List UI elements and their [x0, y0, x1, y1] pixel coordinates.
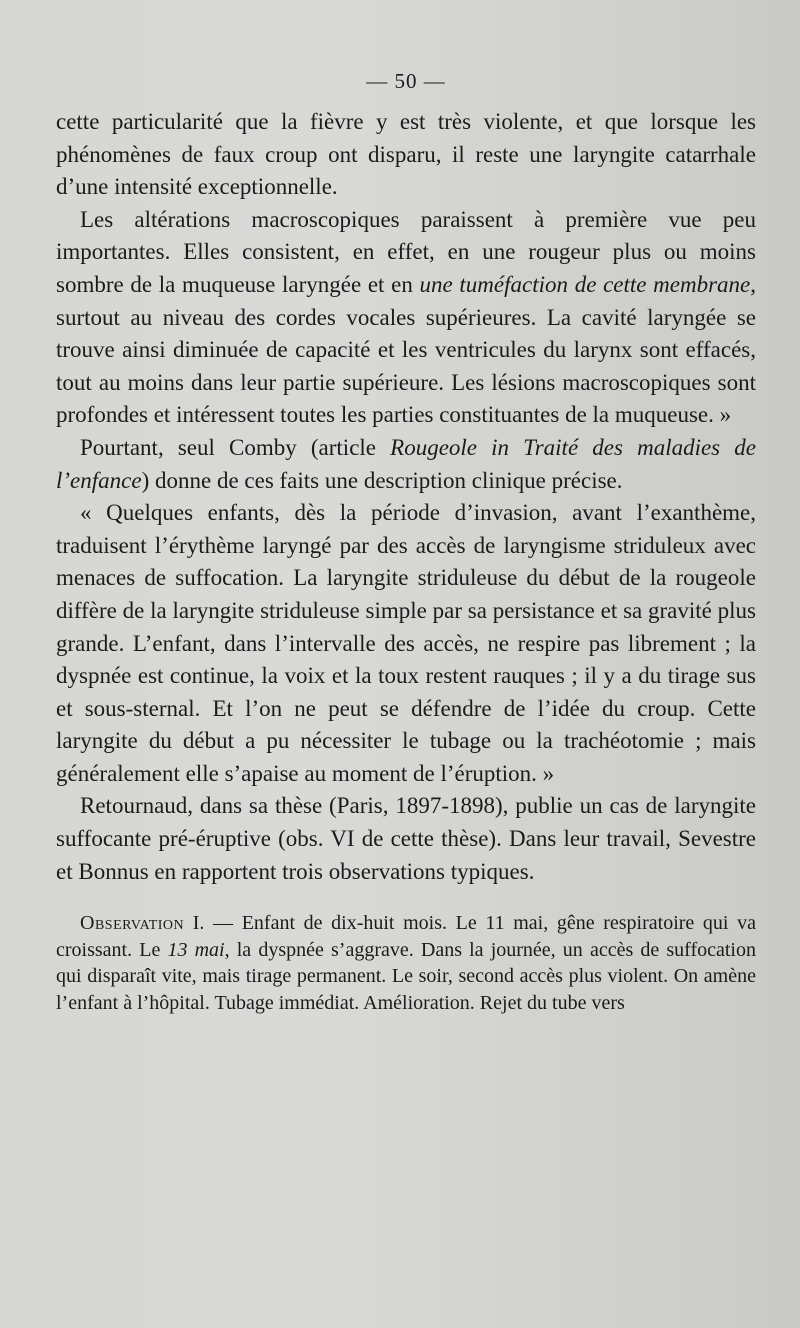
italic-run: 13 mai [167, 938, 225, 961]
text-run: Les altérations macroscopiques paraissent à première vue peu importantes. Elles consistent, en effet, en une rougeur plus ou moins sombre de la muqueuse laryngée et en [56, 206, 756, 297]
text-run: cette particularité que la fièvre y est très violente, et que lorsque les phénomènes de faux croup ont disparu, il reste une laryngite catarrhale d’une intensité exceptionnelle. [56, 109, 756, 200]
italic-run: une tuméfaction de cette membrane [419, 271, 751, 297]
page-number: — 50 — [366, 69, 446, 93]
observation-label: Observation [80, 912, 185, 935]
text-run: Retournaud, dans sa thèse (Paris, 1897-1898), publie un cas de laryngite suffocante pré-éruptive (obs. VI de cette thèse). Dans leur travail, Sevestre et Bonnus en rapportent trois observations typiques. [56, 793, 756, 884]
paragraph [56, 204, 756, 432]
italic-run: Rougeole in Traité des maladies de l’enfance [56, 434, 756, 493]
text-run: ) donne de ces faits une description clinique précise. [141, 467, 623, 493]
paragraph [56, 106, 756, 204]
text-run: Pourtant, seul Comby (article [80, 434, 391, 460]
text-run: « Quelques enfants, dès la période d’invasion, avant l’exanthème, traduisent l’érythème laryngé par des accès de laryngisme striduleux avec menaces de suffocation. La laryngite striduleuse du début de la rougeole diffère de la laryngite striduleuse simple par sa persistance et sa gravité plus grande. L’enfant, dans l’intervalle des accès, ne respire pas librement ; la dyspnée est continue, la voix et la toux restent rauques ; il y a du tirage sus et sous-sternal. Et l’on ne peut se défendre de l’idée du croup. Cette laryngite du début a pu nécessiter le tubage ou la trachéotomie ; mais généralement elle s’apaise au moment de l’éruption. » [56, 500, 756, 786]
quotation-paragraph [56, 497, 756, 790]
main-text [56, 106, 756, 888]
text-run: I. — Enfant de dix-huit mois. Le 11 mai, gêne respiratoire qui va croissant. Le [56, 912, 756, 961]
text-run: , surtout au niveau des cordes vocales supérieures. La cavité laryngée se trouve ainsi diminuée de capacité et les ventricules du larynx sont effacés, tout au moins dans leur partie supérieure. Les lésions macroscopiques sont profondes et intéressent toutes les parties constituantes de la muqueuse. » [56, 271, 757, 428]
observation-paragraph [56, 910, 756, 1016]
observation-note [56, 910, 756, 1016]
paragraph [56, 790, 756, 888]
text-run: , la dyspnée s’aggrave. Dans la journée, un accès de suffocation qui disparaît vite, mais tirage permanent. Le soir, second accès plus violent. On amène l’enfant à l’hôpital. Tubage immédiat. Amélioration. Rejet du tube vers [56, 938, 756, 1014]
paragraph [56, 432, 756, 497]
